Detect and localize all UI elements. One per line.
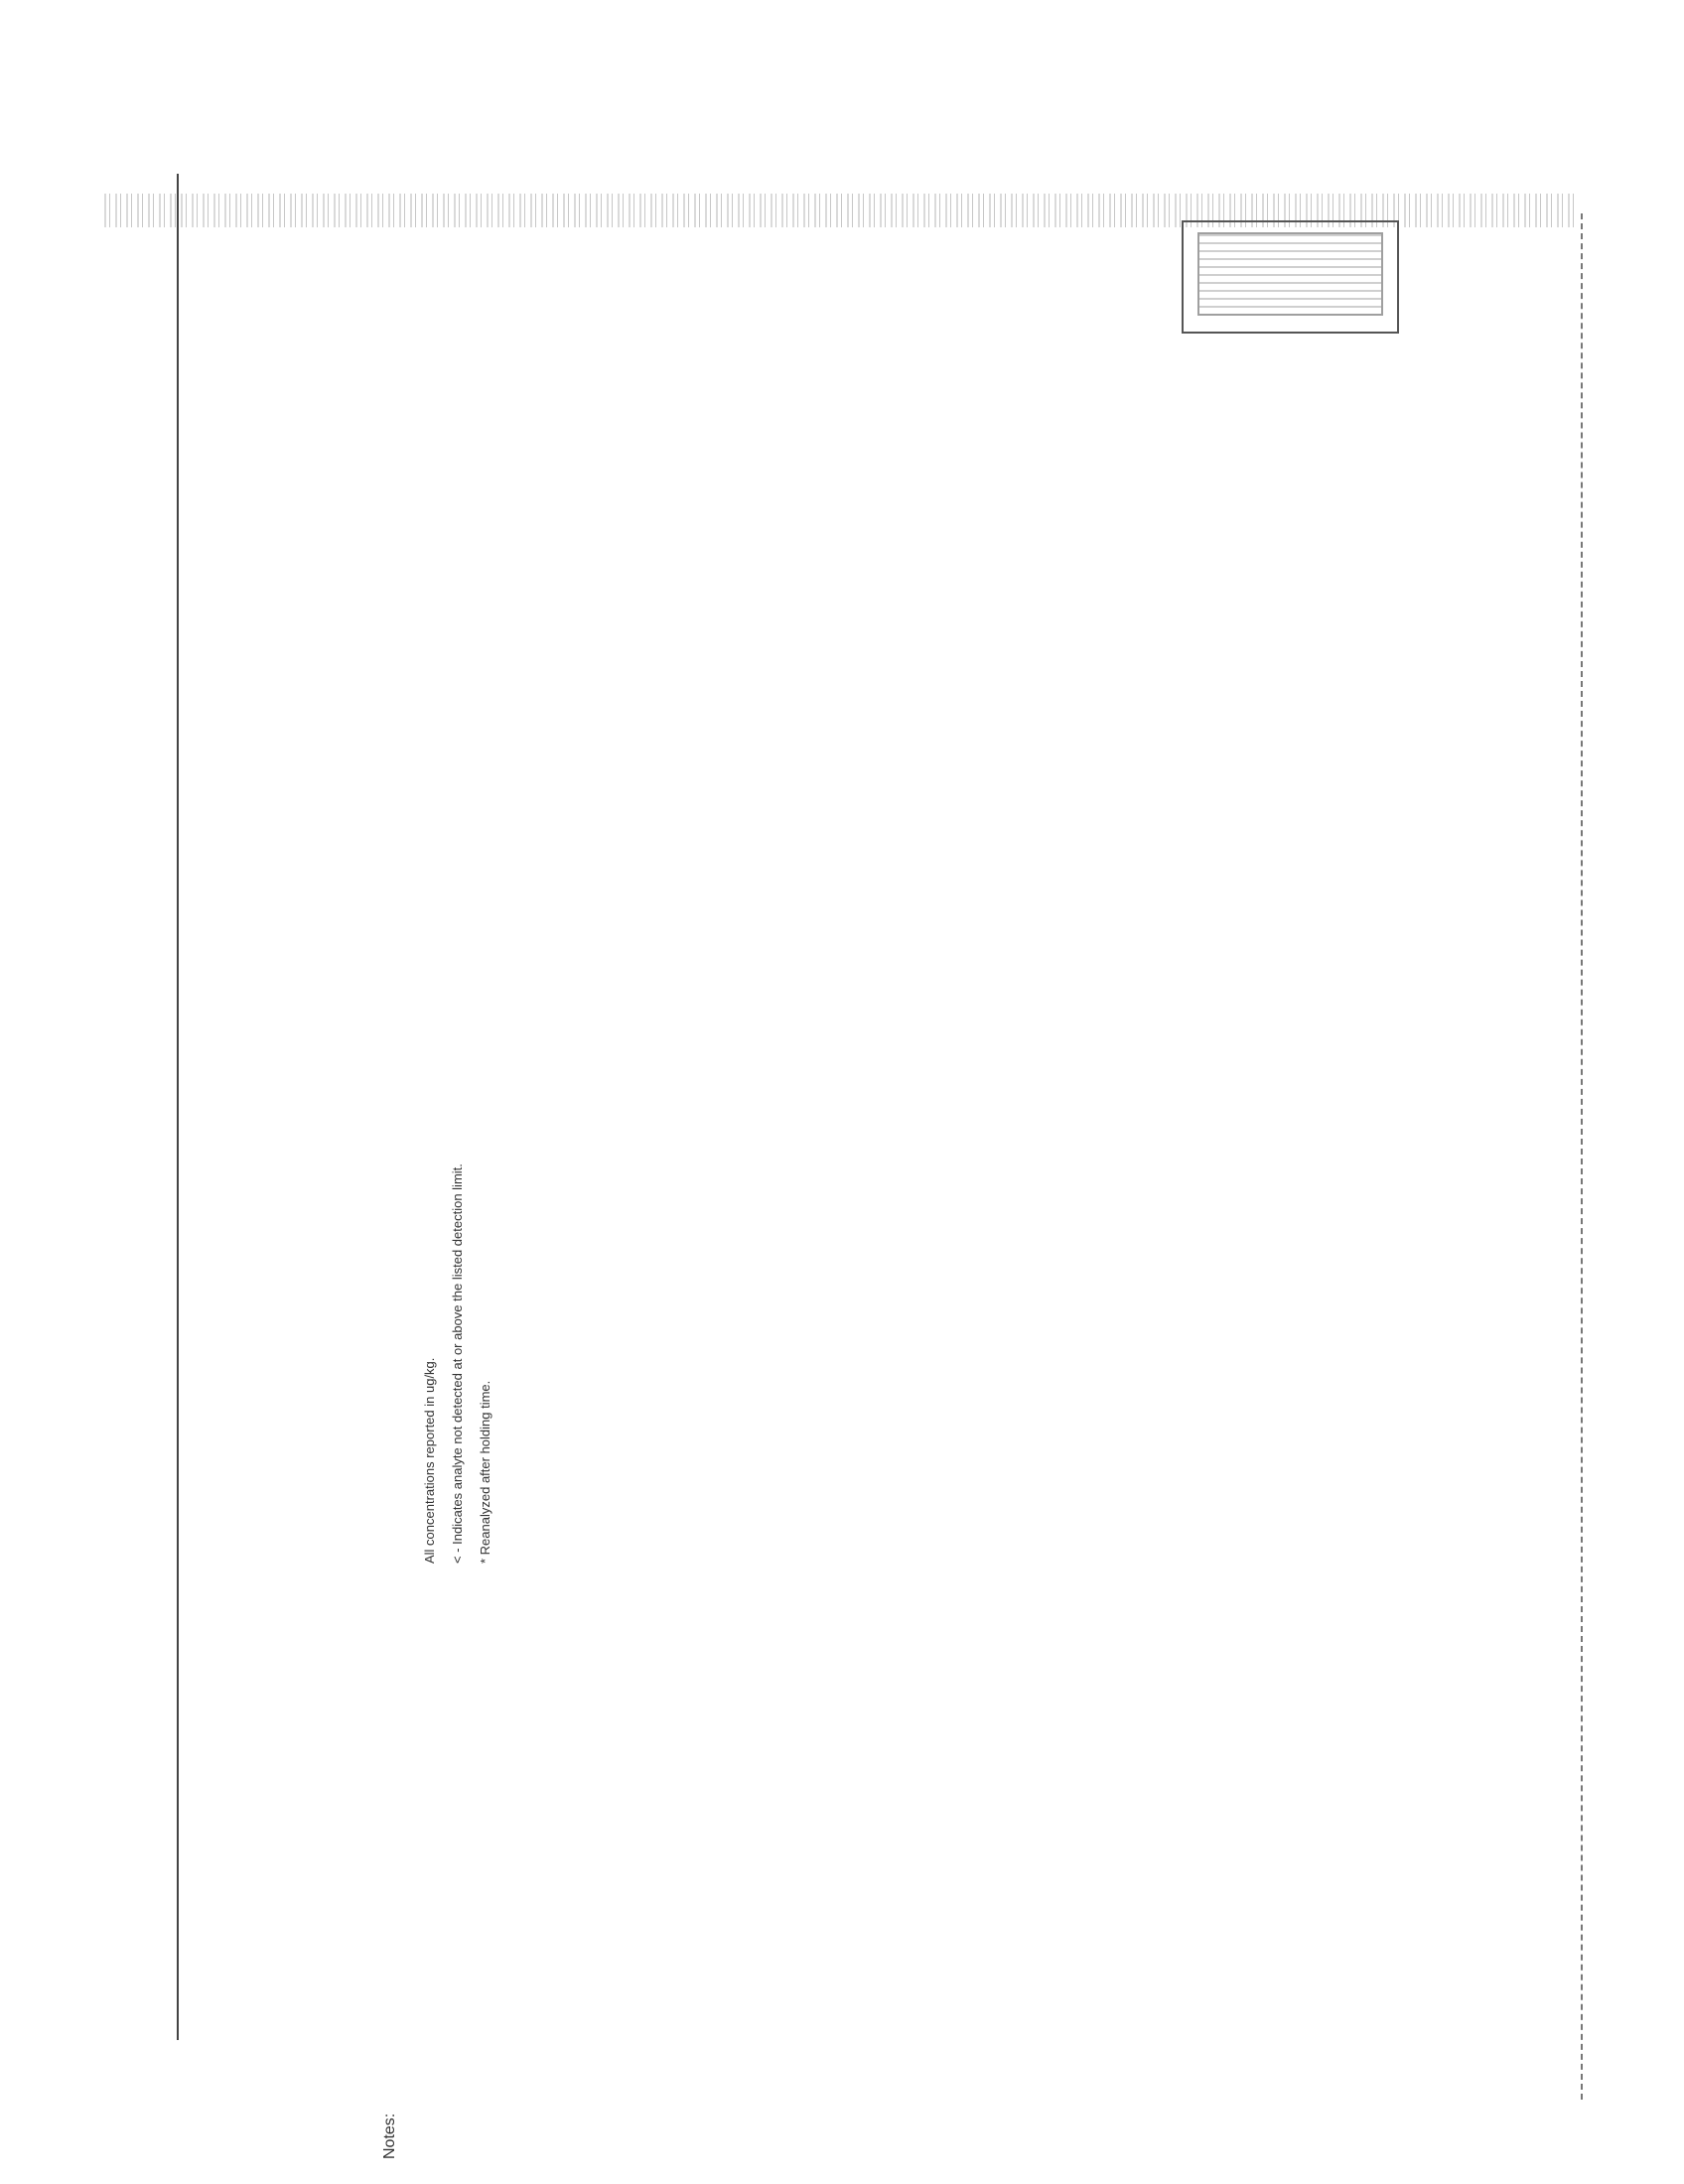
page-left-rule [177, 174, 179, 2040]
notes-block [375, 1163, 492, 2179]
note-line: < - Indicates analyte not detected at or above the listed detection limit. [450, 1163, 465, 1564]
note-line: * Reanalyzed after holding time. [478, 1380, 492, 1564]
note-line: All concentrations reported in ug/kg. [422, 1357, 437, 1564]
rotated-document [1450, 230, 1684, 2116]
fax-header [149, 87, 1579, 111]
received-stamp-inner [1197, 232, 1383, 316]
notes-label: Notes: [381, 2113, 398, 2159]
received-stamp [1182, 220, 1399, 334]
